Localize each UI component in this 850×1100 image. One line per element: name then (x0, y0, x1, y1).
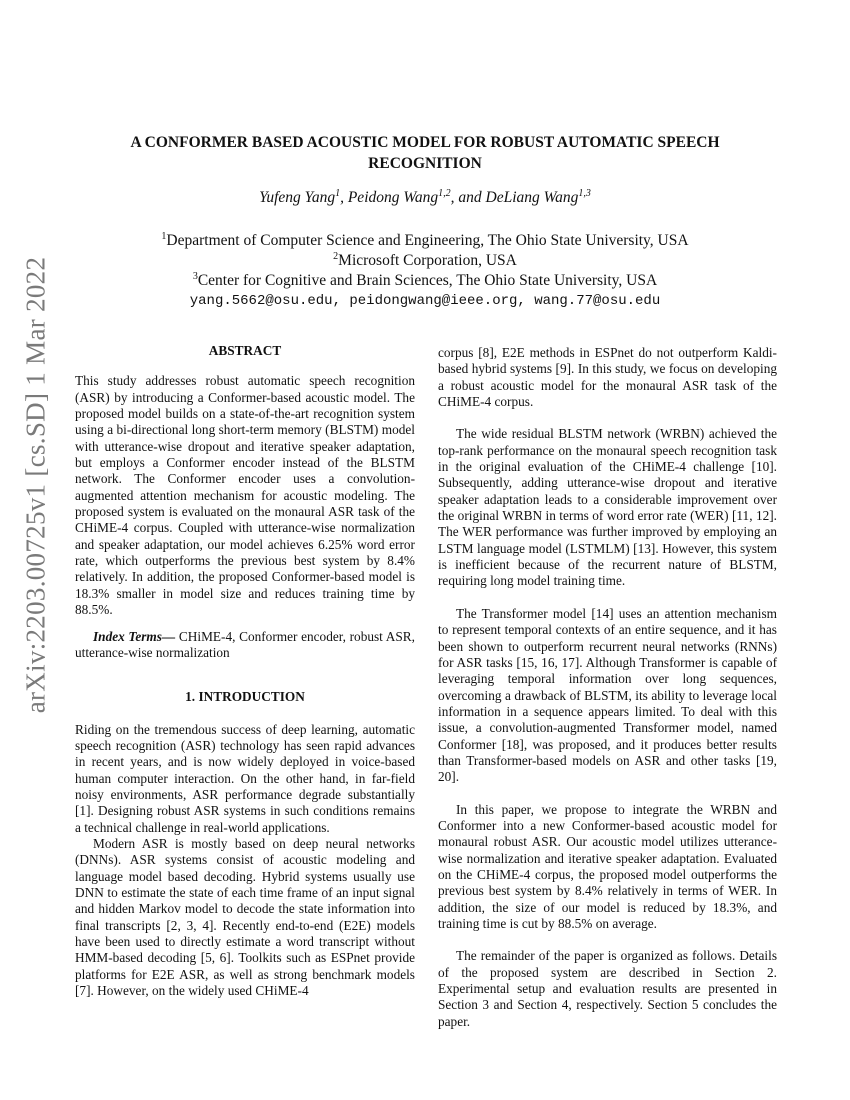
affiliation-3: $^3$Center for Cognitive and Brain Sciences, The Ohio State University, USA (192, 270, 658, 289)
right-column (438, 345, 777, 1030)
right-paragraph-5: The remainder of the paper is organized as follows. Details of the proposed system are described in Section 2. Experimental setup and evaluation results are presented in Section 3 and Section 4, respectively. Section 5 concludes the paper. (438, 948, 777, 1029)
intro-heading: 1. INTRODUCTION (185, 689, 305, 705)
right-paragraph-2: The wide residual BLSTM network (WRBN) achieved the top-rank performance on the monaural speech recognition task in the original evaluation of the CHiME-4 challenge [10]. Subsequently, adding utterance-wise dropout and iterative speaker adaptation leads to a considerable improvement over the original WRBN in terms of word error rate (WER) [11, 12]. The WER performance was further improved by employing an LSTM language model (LSTMLM) [13]. However, this system is inefficient because of the recurrent nature of BLSTM, requiring long model training time. (438, 426, 777, 589)
author-separator: , (340, 189, 348, 206)
author-sup: 1,2 (438, 187, 451, 199)
intro-paragraph-2: Modern ASR is mostly based on deep neural networks (DNNs). ASR systems consist of acoustic modeling and language model based decoding. Hybrid systems usually use DNN to estimate the state of each time frame of an input signal and hidden Markov model to decode the state information into final transcripts [2, 3, 4]. Recently end-to-end (E2E) models have been used to directly estimate a word transcript without HMM-based decoding [5, 6]. Toolkits such as ESPnet provide platforms for E2E ASR, as well as strong benchmark models [7]. However, on the widely used CHiME-4 (75, 835, 415, 999)
affiliations (80, 231, 770, 311)
index-terms-text: CHiME-4, Conformer encoder, robust ASR, utterance-wise normalization (75, 628, 415, 660)
abstract-heading: ABSTRACT (208, 343, 282, 358)
abstract-text: This study addresses robust automatic speech recognition (ASR) by introducing a Conformer-based acoustic model. The proposed model builds on a state-of-the-art recognition system using a bi-directional long short-term memory (BLSTM) model with utterance-wise dropout and iterative speaker adaptation, but employs a Conformer encoder instead of the BLSTM network. The Conformer encoder uses a convolution-augmented attention mechanism for acoustic modeling. The proposed system is evaluated on the monaural ASR task of the CHiME-4 corpus. Coupled with utterance-wise normalization and speaker adaptation, our model achieves 6.25% word error rate, which outperforms the previous best system by 8.4% relatively. In addition, the proposed Conformer-based model is 18.3% smaller in model size and reduces training time by 88.5%. (75, 373, 415, 618)
author-separator: , and (450, 189, 486, 206)
title-line-2: RECOGNITION (368, 155, 482, 172)
author-sup: 1,3 (578, 187, 591, 199)
right-paragraph-1: corpus [8], E2E methods in ESPnet do not outperform Kaldi-based hybrid systems [9]. In this study, we focus on developing a robust acoustic model for the monaural ASR task of the CHiME-4 corpus. (438, 345, 777, 410)
affiliation-1: $^1$Department of Computer Science and Engineering, The Ohio State University, USA (161, 230, 689, 249)
author-list (80, 189, 770, 207)
right-paragraph-3: The Transformer model [14] uses an attention mechanism to represent temporal contexts of an entire sequence, and it has been shown to outperform recurrent neural networks (RNNs) for ASR tasks [15, 16, 17]. Although Transformer is capable of leveraging temporal information over long sequences, overcoming a drawback of BLSTM, its ability to leverage local information in a sequence appears limited. To deal with this issue, a convolution-augmented Transformer model, named Conformer [18], was proposed, and it produces better results than Transformer-based models on ASR and other tasks [19, 20]. (438, 605, 777, 785)
author-sup: 1 (335, 187, 341, 199)
index-terms-label: Index Terms— (93, 628, 176, 644)
affiliation-2: $^2$Microsoft Corporation, USA (333, 250, 517, 269)
title-line-1: A CONFORMER BASED ACOUSTIC MODEL FOR ROBUST AUTOMATIC SPEECH (130, 134, 720, 151)
index-terms (75, 629, 415, 662)
right-paragraph-4: In this paper, we propose to integrate the WRBN and Conformer into a new Conformer-based acoustic model for monaural robust ASR. Our acoustic model utilizes utterance-wise normalization and iterative speaker adaptation. Evaluated on the CHiME-4 corpus, the proposed model outperforms the previous best system by 8.4% relatively in terms of WER. In addition, the size of our model is reduced by 18.3%, and training time is cut by 88.5% on average. (438, 801, 777, 931)
paper-title (80, 132, 770, 174)
author-name: Yufeng Yang (259, 189, 336, 206)
intro-paragraph-1: Riding on the tremendous success of deep learning, automatic speech recognition (ASR) technology has seen rapid advances in recent years, and is now widely deployed in voice-based human computer interaction. On the other hand, in far-field noisy environments, ASR performance degrade substantially [1]. Designing robust ASR systems in such conditions remains a technical challenge in real-world applications. (75, 721, 415, 835)
left-column (75, 343, 415, 999)
author-name: DeLiang Wang (485, 189, 579, 206)
author-name: Peidong Wang (347, 189, 439, 206)
arxiv-sidebar-stamp (6, 256, 66, 714)
arxiv-id: arXiv:2203.00725v1 [cs.SD] 1 Mar 2022 (20, 256, 51, 714)
email-list: yang.5662@osu.edu, peidongwang@ieee.org, wang.77@osu.edu (189, 293, 661, 309)
